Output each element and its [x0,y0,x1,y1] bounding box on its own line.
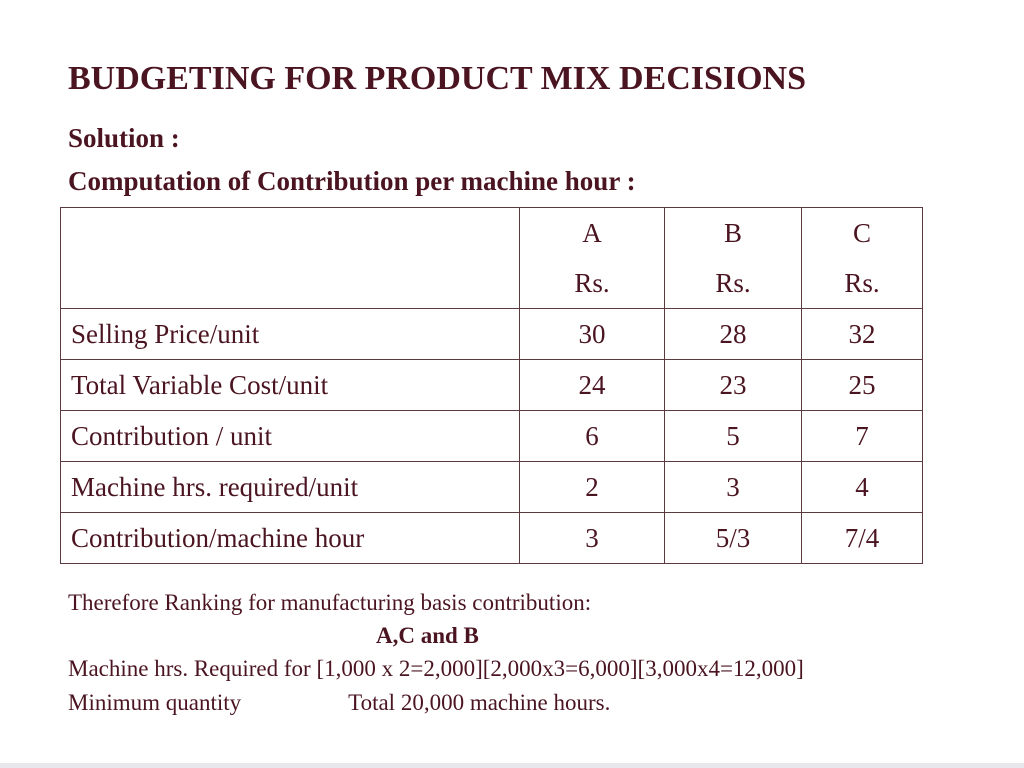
cell-c: 25 [802,360,923,411]
cell-a: 3 [520,513,665,564]
ranking-text: Therefore Ranking for manufacturing basis contribution: [68,590,592,615]
table-header-product-b [665,208,802,309]
table-header-row [61,208,923,309]
currency-unit: Rs. [715,268,751,298]
product-name: B [723,218,742,248]
cell-c: 4 [802,462,923,513]
minimum-quantity-line [68,690,610,716]
cell-b: 3 [665,462,802,513]
slide-title: BUDGETING FOR PRODUCT MIX DECISIONS [68,60,807,97]
table-header-product-a [520,208,665,309]
cell-c: 7 [802,411,923,462]
cell-a: 24 [520,360,665,411]
cell-c: 32 [802,309,923,360]
computation-label: Computation of Contribution per machine hour : [68,166,636,196]
cell-a: 6 [520,411,665,462]
cell-b: 28 [665,309,802,360]
table-row [61,309,923,360]
cell-b: 5 [665,411,802,462]
table-row [61,462,923,513]
row-label: Total Variable Cost/unit [61,360,520,411]
cell-a: 2 [520,462,665,513]
cell-a: 30 [520,309,665,360]
ranking-order: A,C and B [376,623,479,648]
table-row [61,411,923,462]
row-label: Contribution/machine hour [61,513,520,564]
bottom-bar [0,763,1024,768]
row-label: Selling Price/unit [61,309,520,360]
product-name: C [852,218,871,248]
solution-label: Solution : [68,123,180,153]
currency-unit: Rs. [574,268,610,298]
cell-b: 5/3 [665,513,802,564]
machine-hours-text: Machine hrs. Required for [1,000 x 2=2,000][2,000x3=6,000][3,000x4=12,000] [68,656,804,681]
product-name: A [582,218,602,248]
minimum-quantity-label: Minimum quantity [68,690,242,715]
total-hours-text: Total 20,000 machine hours. [348,690,611,715]
contribution-table [60,207,923,564]
row-label: Contribution / unit [61,411,520,462]
row-label: Machine hrs. required/unit [61,462,520,513]
cell-b: 23 [665,360,802,411]
cell-c: 7/4 [802,513,923,564]
table-header-product-c [802,208,923,309]
table-header-empty-cell [61,208,520,309]
currency-unit: Rs. [844,268,880,298]
table-row [61,513,923,564]
table-row [61,360,923,411]
